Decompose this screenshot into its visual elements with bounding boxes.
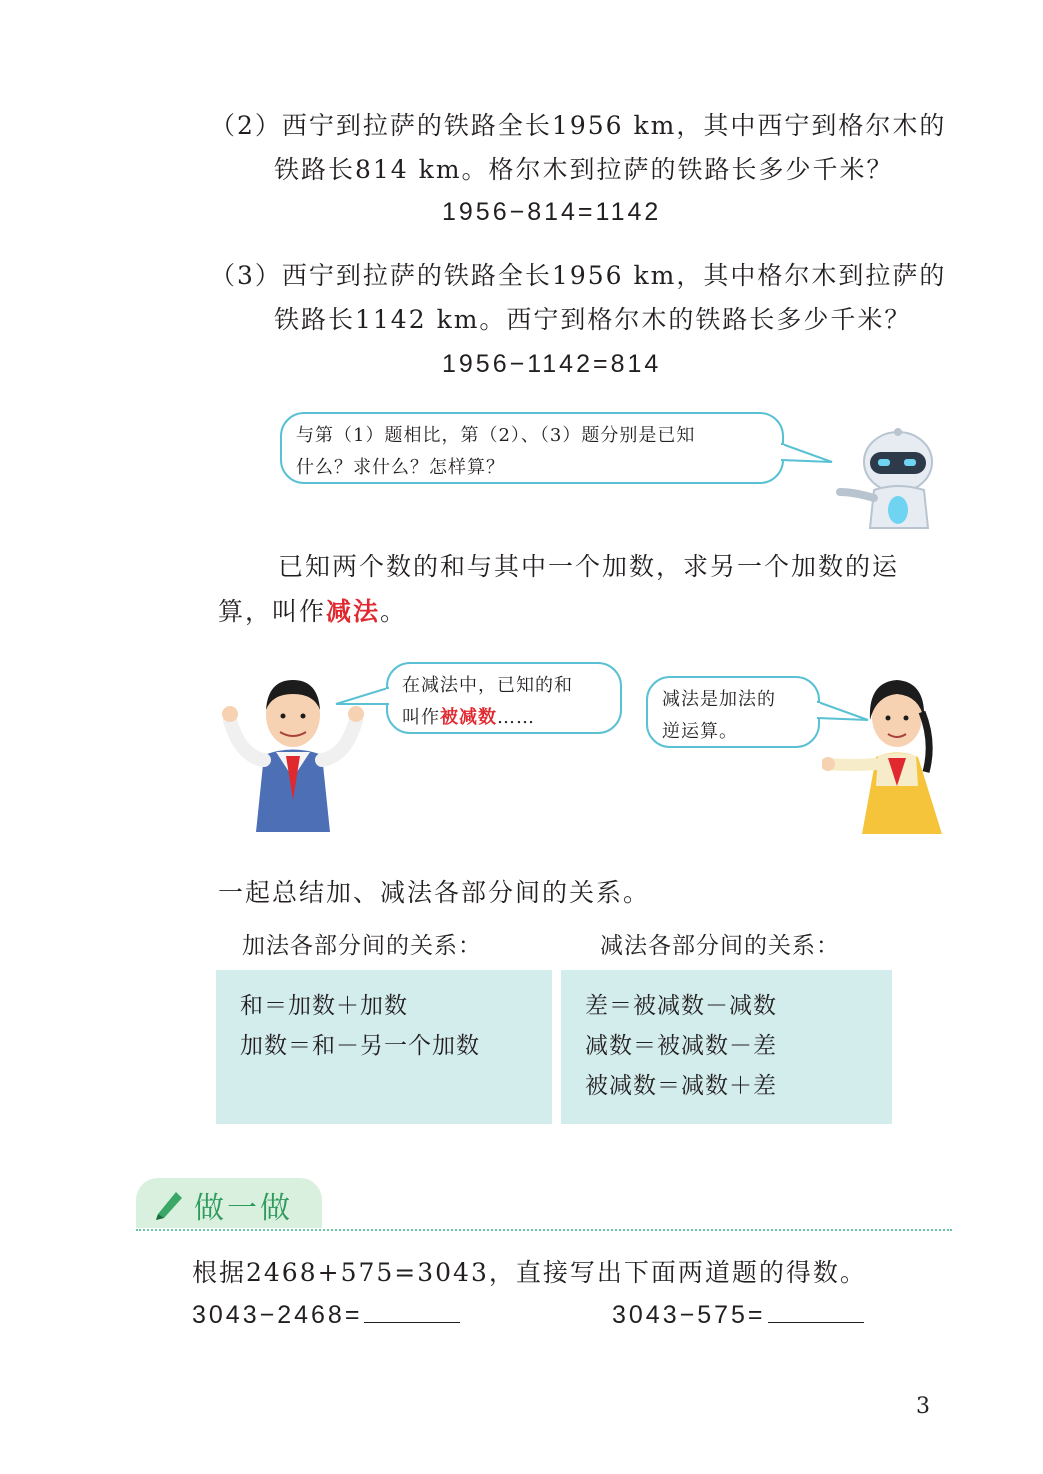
subtraction-relation-row: 被减数＝减数＋差	[585, 1073, 777, 1099]
answer-blank-1[interactable]	[364, 1300, 460, 1323]
subtraction-relation-row: 差＝被减数－减数	[585, 993, 777, 1019]
exercise-divider	[136, 1229, 952, 1231]
definition-line1: 已知两个数的和与其中一个加数，求另一个加数的运	[278, 552, 900, 581]
exercise-question-1	[192, 1300, 460, 1330]
girl-illustration	[822, 662, 952, 834]
boy-bubble-line1: 在减法中，已知的和	[402, 675, 573, 696]
definition-term-subtraction: 减法	[326, 597, 381, 626]
girl-bubble-line2: 逆运算。	[662, 721, 738, 742]
addition-relations-box	[216, 970, 552, 1124]
definition-prefix: 算，叫作	[218, 597, 327, 626]
robot-bubble-line1: 与第（1）题相比，第（2）、（3）题分别是已知	[296, 425, 696, 446]
subtraction-relation-row: 减数＝被减数－差	[585, 1033, 777, 1059]
summary-intro: 一起总结加、减法各部分间的关系。	[218, 878, 651, 907]
robot-bubble-line2: 什么？求什么？怎样算？	[296, 457, 505, 478]
girl-speech-bubble	[646, 676, 820, 748]
boy-speech-bubble	[386, 662, 622, 734]
problem2-line2: 铁路长814 km。格尔木到拉萨的铁路长多少千米？	[274, 155, 894, 184]
exercise-title: 做一做	[194, 1191, 293, 1226]
problem3-line2: 铁路长1142 km。西宁到格尔木的铁路长多少千米？	[274, 305, 912, 334]
exercise-q1-text: 3043−2468=	[192, 1301, 363, 1329]
addition-relation-row: 和＝加数＋加数	[240, 993, 408, 1019]
robot-bubble-tail	[780, 440, 836, 470]
boy-bubble-suffix: ……	[497, 707, 535, 728]
subtraction-heading: 减法各部分间的关系：	[600, 933, 840, 959]
problem2-equation: 1956−814=1142	[442, 198, 662, 226]
definition-line2	[218, 592, 407, 628]
boy-bubble-prefix: 叫作	[402, 707, 440, 728]
girl-bubble-line1: 减法是加法的	[662, 689, 776, 710]
definition-suffix: 。	[380, 597, 408, 626]
boy-bubble-term-minuend: 被减数	[440, 707, 497, 728]
page-number: 3	[916, 1394, 930, 1419]
problem3-line1: （3）西宁到拉萨的铁路全长1956 km，其中格尔木到拉萨的	[210, 261, 947, 290]
robot-speech-bubble	[280, 412, 784, 484]
boy-bubble-tail	[334, 684, 390, 712]
exercise-q2-text: 3043−575=	[612, 1301, 766, 1329]
boy-bubble-line2	[402, 702, 606, 734]
addition-relation-row: 加数＝和－另一个加数	[240, 1033, 480, 1059]
answer-blank-2[interactable]	[768, 1300, 864, 1323]
problem3-equation: 1956−1142=814	[442, 350, 662, 378]
exercise-question-2	[612, 1300, 864, 1330]
addition-heading: 加法各部分间的关系：	[242, 933, 482, 959]
subtraction-relations-box	[561, 970, 892, 1124]
pencil-icon	[150, 1186, 188, 1222]
problem2-line1: （2）西宁到拉萨的铁路全长1956 km，其中西宁到格尔木的	[210, 111, 947, 140]
robot-illustration	[836, 420, 966, 530]
exercise-instruction: 根据2468+575=3043，直接写出下面两道题的得数。	[192, 1258, 867, 1287]
